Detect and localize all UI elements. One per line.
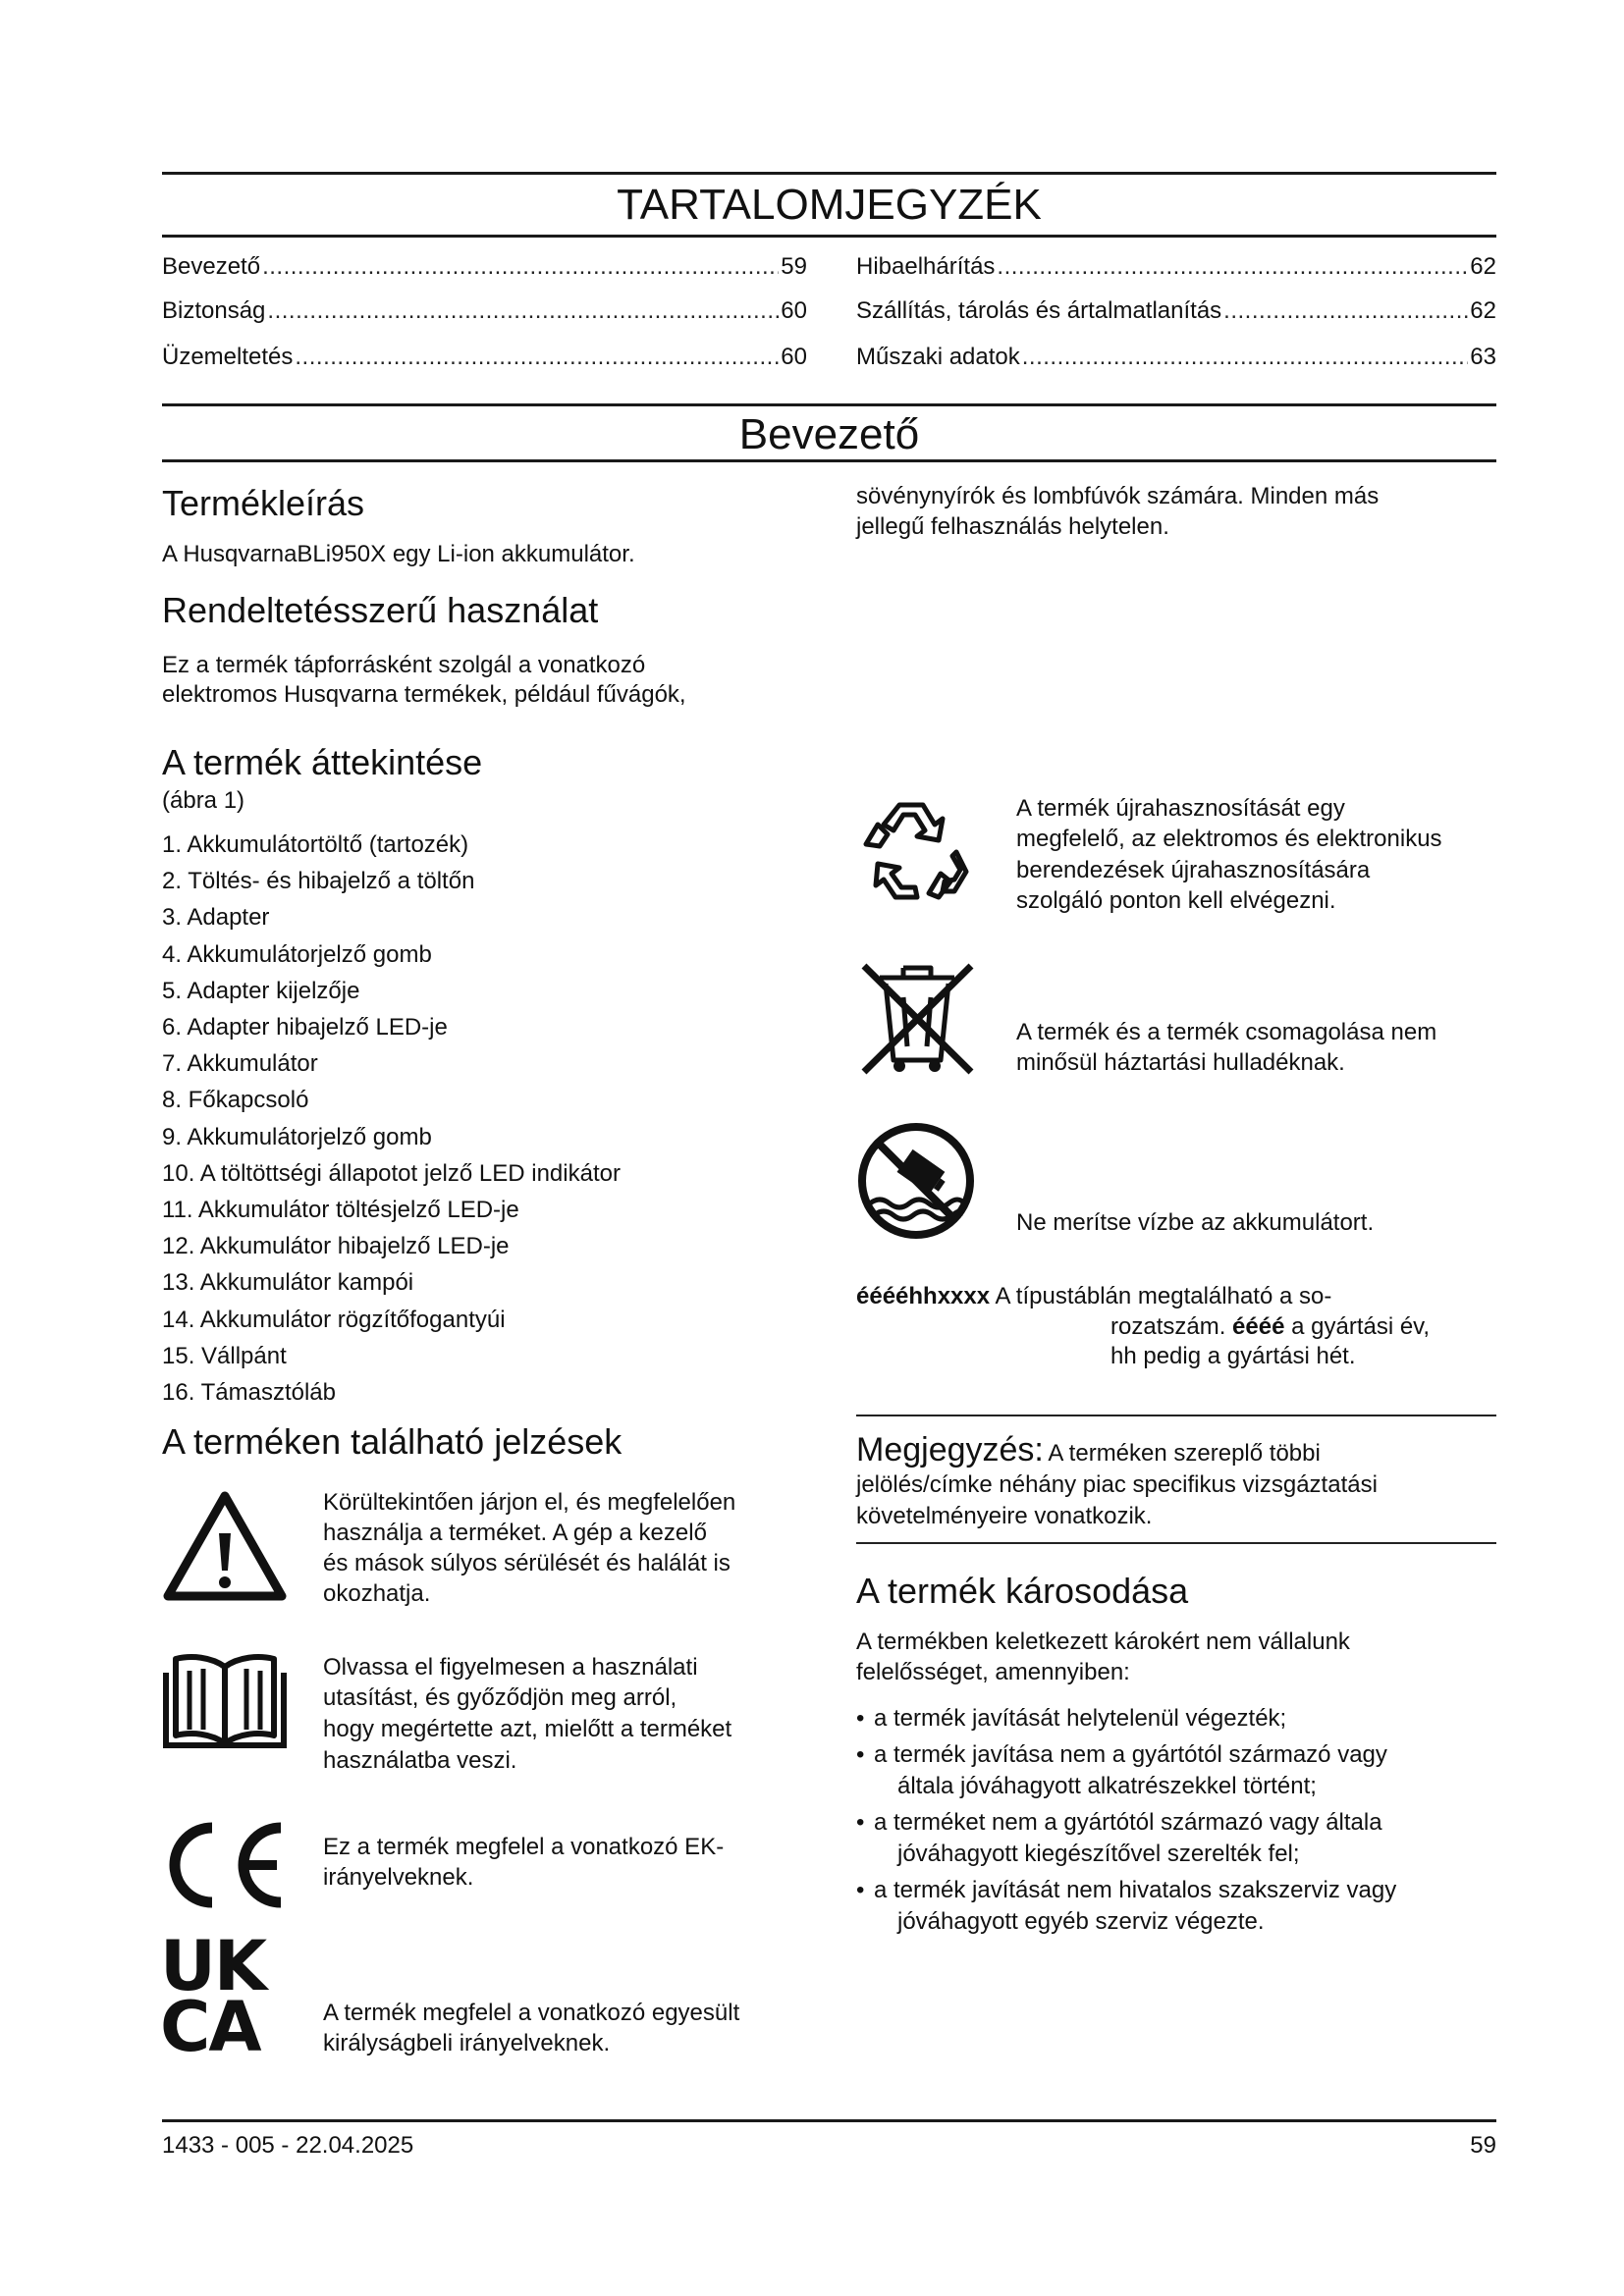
weee-text-line: A termék és a termék csomagolása nem (1016, 1019, 1437, 1045)
toc-entry[interactable]: Üzemeltetés ..... 60 (162, 343, 807, 372)
section-top-rule (162, 403, 1496, 406)
bullet-item: • a termék javítását nem hivatalos szakszerviz vagy jóváhagyott egyéb szerviz végezte. (856, 1877, 1397, 1935)
no-immersion-icon (856, 1121, 976, 1241)
list-item: 15. Vállpánt (162, 1342, 287, 1369)
warning-triangle-icon (162, 1490, 288, 1602)
toc-title-rule (162, 235, 1496, 238)
toc-entry[interactable]: Műszaki adatok ..... 63 (856, 343, 1496, 372)
year-code: éééé (1232, 1313, 1285, 1340)
note-first-line: Megjegyzés: A terméken szereplő többi (856, 1431, 1321, 1468)
intended-use-line: Ez a termék tápforrásként szolgál a vonatkozó (162, 652, 646, 678)
footer-rule (162, 2119, 1496, 2122)
section-title-rule (162, 459, 1496, 462)
manual-text-line: használatba veszi. (323, 1747, 517, 1774)
toc-entry[interactable]: Bevezető ..... 59 (162, 252, 807, 282)
recycle-text-line: megfelelő, az elektromos és elektronikus (1016, 826, 1442, 852)
ukca-mark-line: CA (160, 1987, 260, 2067)
bullet-item: • a terméket nem a gyártótól származó vagy általa jóváhagyott kiegészítővel szerelték fel; (856, 1809, 1382, 1867)
bullet-item: • a termék javítása nem a gyártótól származó vagy általa jóváhagyott alkatrészekkel történt; (856, 1741, 1387, 1799)
recycle-text-line: szolgáló ponton kell elvégezni. (1016, 887, 1336, 914)
recycle-icon (856, 795, 969, 905)
ukca-text-line: A termék megfelel a vonatkozó egyesült (323, 2000, 740, 2026)
intended-use-heading: Rendeltetésszerű használat (162, 590, 599, 630)
warning-text-line: és mások súlyos sérülését és halálát is (323, 1550, 731, 1576)
list-item: 8. Főkapcsoló (162, 1087, 309, 1114)
document-id: 1433 - 005 - 22.04.2025 (162, 2132, 414, 2159)
symbols-heading: A terméken található jelzések (162, 1421, 623, 1462)
manual-text-line: hogy megértette azt, mielőtt a terméket (323, 1716, 732, 1742)
damage-heading: A termék károsodása (856, 1571, 1189, 1611)
crossed-bin-icon (856, 958, 979, 1080)
toc-top-rule (162, 172, 1496, 175)
note-text-line: követelményeire vonatkozik. (856, 1503, 1153, 1529)
overview-list (162, 827, 621, 1411)
note-bottom-rule (856, 1542, 1496, 1544)
list-item: 14. Akkumulátor rögzítőfogantyúi (162, 1306, 506, 1333)
manual-text-line: utasítást, és győződjön meg arról, (323, 1684, 677, 1711)
no-immersion-text: Ne merítse vízbe az akkumulátort. (1016, 1209, 1375, 1236)
list-item: 11. Akkumulátor töltésjelző LED-je (162, 1197, 519, 1224)
list-item: 1. Akkumulátortöltő (tartozék) (162, 831, 469, 858)
list-item: 16. Támasztóláb (162, 1379, 336, 1407)
bullet-item: • a termék javítását helytelenül végezték; (856, 1705, 1287, 1732)
serial-code: ééééhhxxxx (856, 1283, 991, 1309)
toc-entry[interactable]: Hibaelhárítás ..... 62 (856, 252, 1496, 282)
list-item: 6. Adapter hibajelző LED-je (162, 1014, 448, 1041)
serial-text-line: ééééhhxxxx A típustáblán megtalálható a so- (856, 1283, 1332, 1309)
product-description-text: A HusqvarnaBLi950X egy Li-ion akkumulátor. (162, 541, 635, 567)
list-item: 4. Akkumulátorjelző gomb (162, 940, 432, 968)
serial-text-line: rozatszám. éééé a gyártási év, (1110, 1313, 1431, 1340)
figure-reference: (ábra 1) (162, 787, 245, 814)
list-item: 9. Akkumulátorjelző gomb (162, 1123, 432, 1150)
warning-text-line: Körültekintően járjon el, és megfelelően (323, 1489, 736, 1516)
overview-heading: A termék áttekintése (162, 742, 483, 782)
recycle-text-line: berendezések újrahasznosítására (1016, 857, 1371, 883)
section-title: Bevezető (738, 410, 920, 458)
damage-intro-line: felelősséget, amennyiben: (856, 1659, 1130, 1685)
toc-entry[interactable]: Szállítás, tárolás és ártalmatlanítás ..... 62 (856, 296, 1496, 326)
list-item: 5. Adapter kijelzője (162, 977, 360, 1004)
weee-text-line: minősül háztartási hulladéknak. (1016, 1049, 1345, 1076)
list-item: 2. Töltés- és hibajelző a töltőn (162, 868, 475, 895)
intended-use-line: elektromos Husqvarna termékek, például fűvágók, (162, 681, 686, 708)
damage-intro-line: A termékben keletkezett károkért nem vállalunk (856, 1629, 1350, 1655)
warning-text-line: okozhatja. (323, 1580, 431, 1607)
read-manual-icon (162, 1651, 288, 1749)
note-top-rule (856, 1415, 1496, 1416)
ce-mark-icon (163, 1818, 289, 1912)
damage-bullet-list (856, 1703, 1496, 1943)
intended-use-line: jellegű felhasználás helytelen. (856, 513, 1169, 540)
ce-text-line: irányelveknek. (323, 1864, 474, 1891)
warning-text-line: használja a terméket. A gép a kezelő (323, 1520, 707, 1546)
recycle-text-line: A termék újrahasznosítását egy (1016, 795, 1345, 822)
list-item: 10. A töltöttségi állapotot jelző LED indikátor (162, 1159, 621, 1187)
ukca-text-line: királyságbeli irányelveknek. (323, 2030, 611, 2056)
intended-use-line: sövénynyírók és lombfúvók számára. Minden más (856, 483, 1380, 509)
toc-title: TARTALOMJEGYZÉK (617, 181, 1042, 229)
ce-text-line: Ez a termék megfelel a vonatkozó EK- (323, 1834, 725, 1860)
page-number: 59 (1470, 2132, 1496, 2159)
list-item: 12. Akkumulátor hibajelző LED-je (162, 1233, 510, 1260)
note-label: Megjegyzés: (856, 1431, 1044, 1468)
list-item: 3. Adapter (162, 904, 270, 932)
product-description-heading: Termékleírás (162, 483, 365, 523)
toc-entry[interactable]: Biztonság ..... 60 (162, 296, 807, 326)
ukca-mark-icon (160, 1926, 298, 2067)
list-item: 13. Akkumulátor kampói (162, 1269, 414, 1297)
note-text-line: jelölés/címke néhány piac specifikus vizsgáztatási (856, 1471, 1378, 1498)
serial-text-line: hh pedig a gyártási hét. (1110, 1343, 1356, 1369)
list-item: 7. Akkumulátor (162, 1050, 318, 1078)
ukca-mark-line: UK (160, 1926, 266, 2006)
manual-text-line: Olvassa el figyelmesen a használati (323, 1654, 698, 1681)
